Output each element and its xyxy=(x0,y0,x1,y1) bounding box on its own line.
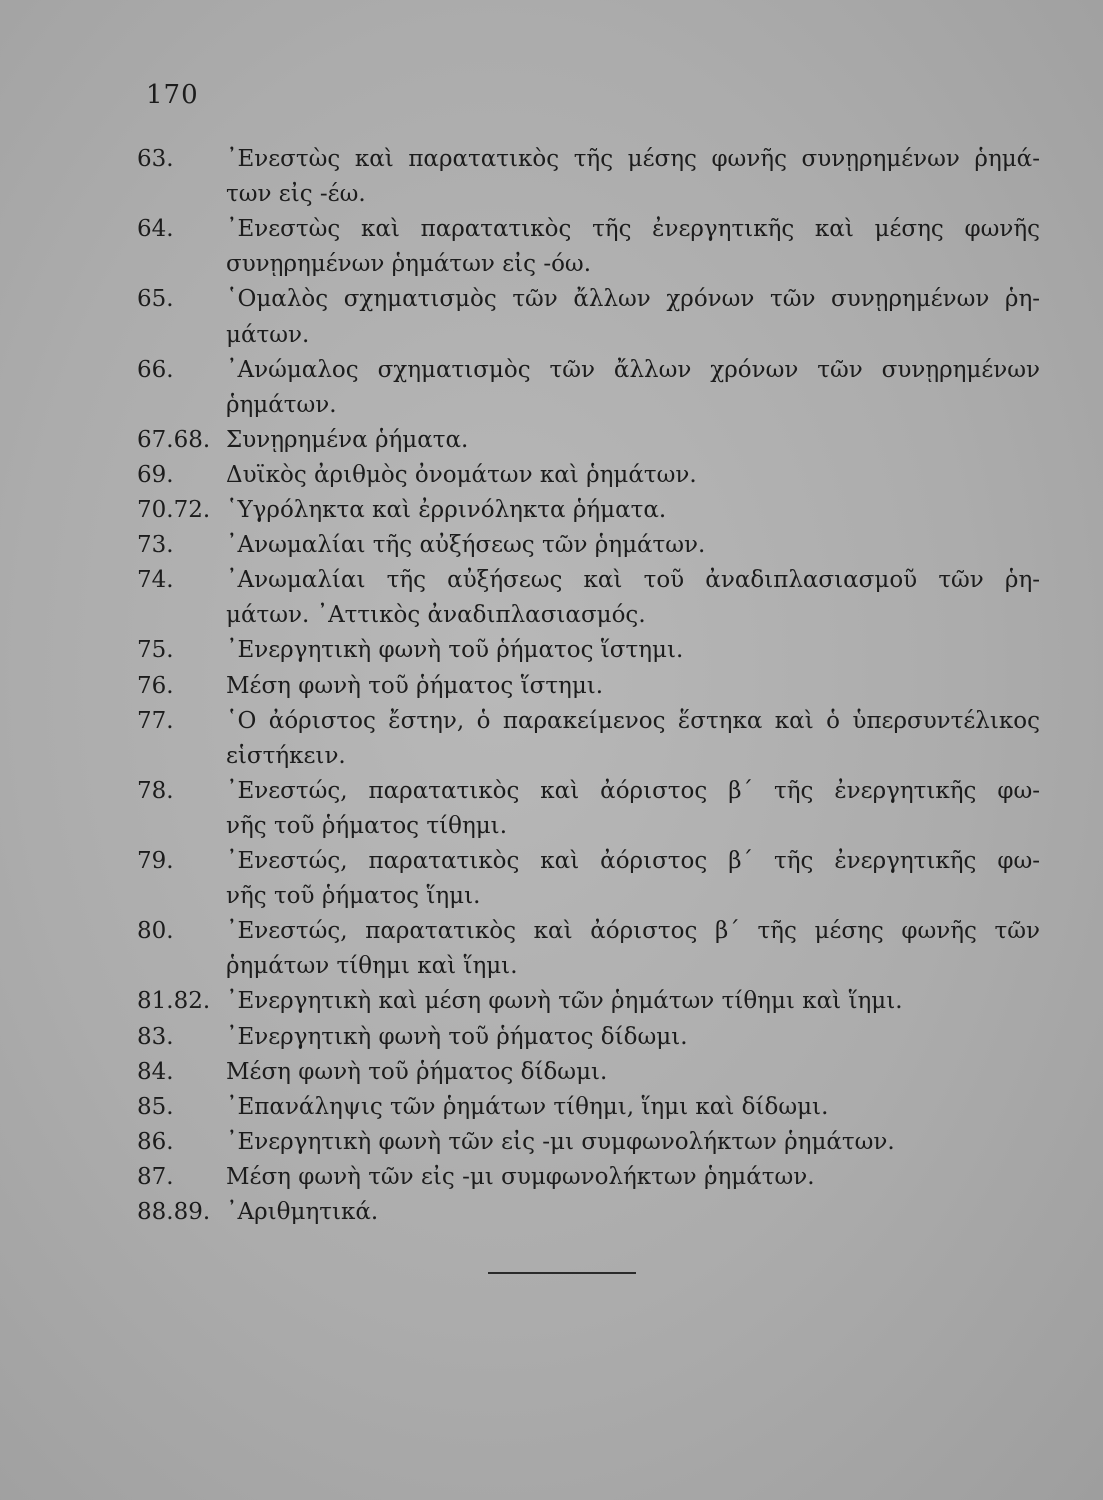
entry-number: 75. xyxy=(137,637,174,663)
page-number: 170 xyxy=(146,80,199,110)
entry-title-line: ᾿Ενεστώς, παρατατικὸς καὶ ἀόριστος β´ τῆς ἐνεργητικῆς φω- xyxy=(226,848,1040,874)
entry-number: 78. xyxy=(137,778,174,804)
entry-title-line: συνῃρημένων ῥημάτων εἰς -όω. xyxy=(226,251,592,277)
entry-number: 88.89. xyxy=(137,1199,211,1225)
entry-number: 81.82. xyxy=(137,988,211,1014)
entry-title-line: Συνῃρημένα ῥήματα. xyxy=(226,427,469,453)
entry-title-line: ᾿Αριθμητικά. xyxy=(226,1199,379,1225)
entry-number: 85. xyxy=(137,1094,174,1120)
entry-title-line: ᾿Ενεργητικὴ καὶ μέση φωνὴ τῶν ῥημάτων τίθημι καὶ ἵημι. xyxy=(226,988,903,1014)
entry-title-line: ᾿Επανάληψις τῶν ῥημάτων τίθημι, ἵημι καὶ δίδωμι. xyxy=(226,1094,829,1120)
entry-title-line: μάτων. ᾿Αττικὸς ἀναδιπλασιασμός. xyxy=(226,602,646,628)
entry-title-line: Δυϊκὸς ἀριθμὸς ὀνομάτων καὶ ῥημάτων. xyxy=(226,462,697,488)
entry-title-line: εἱστήκειν. xyxy=(226,743,346,769)
entry-title-line: ᾿Ενεργητικὴ φωνὴ τοῦ ῥήματος ἵστημι. xyxy=(226,637,684,663)
entry-number: 83. xyxy=(137,1024,174,1050)
entry-title-line: ῾Υγρόληκτα καὶ ἐρρινόληκτα ῥήματα. xyxy=(226,497,667,523)
entry-number: 65. xyxy=(137,286,174,312)
entry-number: 67.68. xyxy=(137,427,211,453)
entry-title-line: μάτων. xyxy=(226,322,310,348)
entry-number: 84. xyxy=(137,1059,174,1085)
entry-number: 80. xyxy=(137,918,174,944)
entry-title-line: νῆς τοῦ ῥήματος ἵημι. xyxy=(226,883,481,909)
entry-number: 63. xyxy=(137,146,174,172)
entry-number: 70.72. xyxy=(137,497,211,523)
entry-title-line: Μέση φωνὴ τοῦ ῥήματος δίδωμι. xyxy=(226,1059,608,1085)
entry-number: 74. xyxy=(137,567,174,593)
entry-title-line: ᾿Ενεργητικὴ φωνὴ τοῦ ῥήματος δίδωμι. xyxy=(226,1024,688,1050)
entry-number: 64. xyxy=(137,216,174,242)
entry-number: 79. xyxy=(137,848,174,874)
entry-number: 77. xyxy=(137,708,174,734)
entry-number: 73. xyxy=(137,532,174,558)
entry-title-line: των εἰς -έω. xyxy=(226,181,366,207)
entry-number: 69. xyxy=(137,462,174,488)
entry-title-line: ᾿Ανωμαλίαι τῆς αὐξήσεως καὶ τοῦ ἀναδιπλασιασμοῦ τῶν ῥη- xyxy=(226,567,1040,593)
closing-rule xyxy=(488,1272,636,1274)
entry-title-line: ᾿Ενεστὼς καὶ παρατατικὸς τῆς ἐνεργητικῆς καὶ μέσης φωνῆς xyxy=(226,216,1040,242)
entry-number: 86. xyxy=(137,1129,174,1155)
entry-title-line: ᾿Ενεστώς, παρατατικὸς καὶ ἀόριστος β´ τῆς μέσης φωνῆς τῶν xyxy=(226,918,1040,944)
entry-title-line: ᾿Ενεστὼς καὶ παρατατικὸς τῆς μέσης φωνῆς συνῃρημένων ῥημά- xyxy=(226,146,1040,172)
entry-title-line: ῾Ομαλὸς σχηματισμὸς τῶν ἄλλων χρόνων τῶν συνῃρημένων ῥη- xyxy=(226,286,1040,312)
entry-number: 76. xyxy=(137,673,174,699)
entry-title-line: ῾Ο ἀόριστος ἔστην, ὁ παρακείμενος ἕστηκα καὶ ὁ ὑπερσυντέλικος xyxy=(226,708,1040,734)
entry-title-line: ᾿Ενεστώς, παρατατικὸς καὶ ἀόριστος β´ τῆς ἐνεργητικῆς φω- xyxy=(226,778,1040,804)
entry-title-line: ᾿Ενεργητικὴ φωνὴ τῶν εἰς -μι συμφωνολήκτων ῥημάτων. xyxy=(226,1129,895,1155)
entry-title-line: Μέση φωνὴ τῶν εἰς -μι συμφωνολήκτων ῥημάτων. xyxy=(226,1164,815,1190)
entry-title-line: ᾿Ανώμαλος σχηματισμὸς τῶν ἄλλων χρόνων τῶν συνῃρημένων xyxy=(226,357,1040,383)
entry-title-line: ῥημάτων. xyxy=(226,392,337,418)
entry-title-line: νῆς τοῦ ῥήματος τίθημι. xyxy=(226,813,508,839)
entry-number: 66. xyxy=(137,357,174,383)
entry-title-line: ᾿Ανωμαλίαι τῆς αὐξήσεως τῶν ῥημάτων. xyxy=(226,532,706,558)
entry-title-line: Μέση φωνὴ τοῦ ῥήματος ἵστημι. xyxy=(226,673,604,699)
entry-title-line: ῥημάτων τίθημι καὶ ἵημι. xyxy=(226,953,518,979)
entry-number: 87. xyxy=(137,1164,174,1190)
